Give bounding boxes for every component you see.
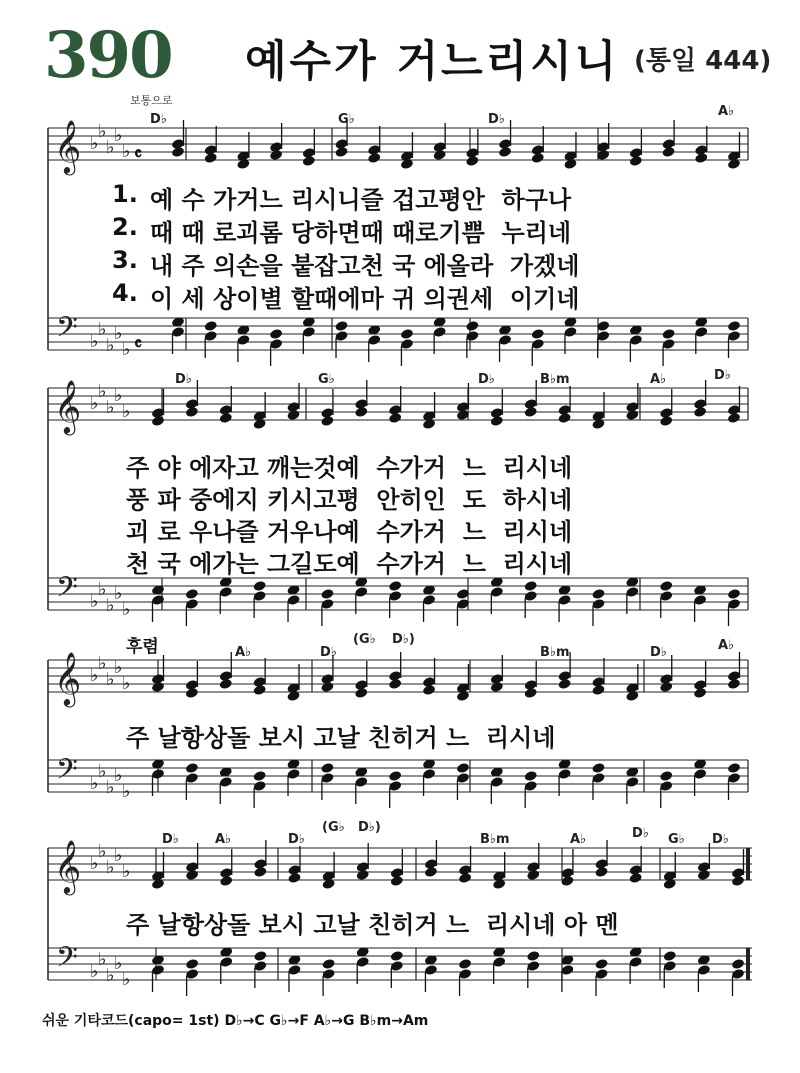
note-head — [253, 684, 267, 696]
flat-accidental: ♭ — [122, 339, 131, 360]
note-head — [253, 866, 267, 878]
note-head — [731, 875, 745, 887]
chord-label: (G♭ — [353, 632, 376, 647]
flat-accidental: ♭ — [114, 765, 123, 786]
verse-2-line-1: 때 때 로괴롬 당하면때 때로기쁨 누리네 — [150, 219, 572, 247]
note-head — [219, 875, 233, 887]
verse-number: 1. — [112, 180, 138, 208]
note-head — [456, 762, 470, 774]
note-head — [286, 409, 300, 421]
flat-accidental: ♭ — [122, 141, 131, 162]
chord-label: D♭ — [150, 112, 167, 127]
note-head — [727, 762, 741, 774]
note-head — [354, 687, 368, 699]
flat-accidental: ♭ — [106, 777, 115, 798]
note-head — [659, 681, 673, 693]
note-head — [662, 146, 676, 158]
refrain-label: 후렴 — [126, 637, 159, 657]
note-head — [458, 958, 472, 970]
bass-clef: 𝄢 — [56, 941, 78, 981]
note-head — [629, 155, 643, 167]
note-head — [659, 770, 673, 782]
note-head — [659, 580, 673, 592]
note-head — [594, 958, 608, 970]
flat-accidental: ♭ — [114, 125, 123, 146]
note-head — [253, 950, 267, 962]
flat-accidental: ♭ — [90, 961, 99, 982]
flat-accidental: ♭ — [106, 965, 115, 986]
note-head — [388, 580, 402, 592]
note-head — [490, 415, 504, 427]
note-head — [693, 687, 707, 699]
flat-accidental: ♭ — [98, 319, 107, 340]
note-head — [524, 406, 538, 418]
chord-label: D♭ — [320, 645, 337, 660]
flat-accidental: ♭ — [98, 841, 107, 862]
verse-2-line-2: 풍 파 중에지 키시고평 안히인 도 하시네 — [126, 486, 573, 514]
flat-accidental: ♭ — [122, 401, 131, 422]
note-head — [524, 580, 538, 592]
flat-accidental: ♭ — [90, 591, 99, 612]
flat-accidental: ♭ — [98, 761, 107, 782]
note-head — [390, 875, 404, 887]
note-head — [663, 950, 677, 962]
note-head — [424, 866, 438, 878]
note-head — [185, 869, 199, 881]
bass-clef: 𝄢 — [56, 753, 78, 793]
chord-label: (G♭ — [322, 820, 345, 835]
chord-label: D♭) — [392, 632, 415, 647]
bass-clef: 𝄢 — [56, 571, 78, 611]
verse-1-line-1: 예 수 가거느 리시니즐 겁고평안 하구나 — [150, 186, 572, 214]
note-head — [490, 681, 504, 693]
flat-accidental: ♭ — [114, 845, 123, 866]
note-head — [185, 762, 199, 774]
note-head — [151, 415, 165, 427]
verse-3-line-2: 괴 로 우나즐 거우나예 수가거 느 리시네 — [126, 518, 573, 546]
note-head — [659, 415, 673, 427]
flat-accidental: ♭ — [90, 665, 99, 686]
note-head — [287, 872, 301, 884]
flat-accidental: ♭ — [106, 595, 115, 616]
note-head — [458, 872, 472, 884]
chord-label: A♭ — [718, 104, 735, 119]
note-head — [185, 406, 199, 418]
flat-accidental: ♭ — [98, 121, 107, 142]
note-head — [498, 146, 512, 158]
flat-accidental: ♭ — [90, 773, 99, 794]
flat-accidental: ♭ — [122, 781, 131, 802]
chord-label: A♭ — [215, 832, 232, 847]
note-head — [320, 762, 334, 774]
tempo-marking: 보통으로 — [130, 94, 173, 107]
treble-clef: 𝄞 — [54, 119, 82, 173]
note-head — [727, 412, 741, 424]
note-head — [629, 872, 643, 884]
note-head — [171, 146, 185, 158]
flat-accidental: ♭ — [114, 385, 123, 406]
note-head — [524, 770, 538, 782]
note-head — [185, 588, 199, 600]
flat-accidental: ♭ — [122, 599, 131, 620]
flat-accidental: ♭ — [106, 137, 115, 158]
note-head — [322, 958, 336, 970]
note-head — [320, 415, 334, 427]
note-head — [524, 687, 538, 699]
guitar-chord-guide: 쉬운 기타코드(capo= 1st) D♭→C G♭→F A♭→G B♭m→Am — [42, 1013, 429, 1029]
flat-accidental: ♭ — [90, 853, 99, 874]
note-head — [465, 155, 479, 167]
note-head — [334, 146, 348, 158]
note-head — [269, 149, 283, 161]
note-head — [697, 869, 711, 881]
time-signature: 𝄴 — [134, 144, 143, 165]
treble-clef: 𝄞 — [54, 839, 82, 893]
note-head — [367, 152, 381, 164]
unified-hymnal-number: (통일 444) — [634, 46, 772, 76]
note-head — [465, 320, 479, 332]
note-head — [433, 149, 447, 161]
chord-label: D♭ — [175, 372, 192, 387]
verse-3-line-1: 내 주 의손을 붙잡고천 국 에올라 가겠네 — [150, 252, 580, 280]
note-head — [594, 866, 608, 878]
note-head — [253, 580, 267, 592]
treble-clef: 𝄞 — [54, 651, 82, 705]
note-head — [526, 950, 540, 962]
note-head — [727, 588, 741, 600]
chord-label: B♭m — [540, 645, 570, 660]
note-head — [400, 328, 414, 340]
verse-number: 3. — [112, 246, 138, 274]
note-head — [204, 320, 218, 332]
flat-accidental: ♭ — [114, 953, 123, 974]
note-head — [531, 328, 545, 340]
note-head — [320, 681, 334, 693]
note-head — [354, 406, 368, 418]
note-head — [731, 958, 745, 970]
note-head — [591, 588, 605, 600]
chord-label: A♭ — [650, 372, 667, 387]
note-head — [388, 770, 402, 782]
note-head — [320, 588, 334, 600]
verse-1-line-2: 주 야 에자고 깨는것예 수가거 느 리시네 — [126, 454, 573, 482]
chord-label: B♭m — [480, 832, 510, 847]
note-head — [727, 320, 741, 332]
flat-accidental: ♭ — [98, 579, 107, 600]
chord-label: G♭ — [338, 112, 355, 127]
chord-label: D♭) — [358, 820, 381, 835]
note-head — [151, 681, 165, 693]
verse-number: 2. — [112, 213, 138, 241]
flat-accidental: ♭ — [98, 949, 107, 970]
note-head — [185, 687, 199, 699]
refrain-line-2: 주 날항상돌 보시 고날 친히거 느 리시네 아 멘 — [126, 911, 619, 939]
note-head — [390, 950, 404, 962]
note-head — [388, 412, 402, 424]
hymn-number: 390 — [44, 18, 172, 93]
note-head — [334, 320, 348, 332]
note-head — [591, 684, 605, 696]
flat-accidental: ♭ — [122, 969, 131, 990]
note-head — [388, 678, 402, 690]
flat-accidental: ♭ — [90, 331, 99, 352]
chord-label: D♭ — [488, 112, 505, 127]
time-signature: 𝄴 — [134, 334, 143, 355]
note-head — [204, 152, 218, 164]
note-head — [253, 770, 267, 782]
note-head — [219, 412, 233, 424]
refrain-line-1: 주 날항상돌 보시 고날 친히거 느 리시네 — [126, 724, 556, 752]
note-head — [693, 406, 707, 418]
flat-accidental: ♭ — [98, 653, 107, 674]
chord-label: B♭m — [540, 372, 570, 387]
verse-4-line-2: 천 국 에가는 그길도예 수가거 느 리시네 — [126, 550, 573, 578]
note-head — [558, 412, 572, 424]
chord-label: D♭ — [714, 368, 731, 383]
bass-clef: 𝄢 — [56, 311, 78, 351]
flat-accidental: ♭ — [106, 335, 115, 356]
chord-label: G♭ — [668, 832, 685, 847]
note-head — [269, 328, 283, 340]
verse-number: 4. — [112, 279, 138, 307]
treble-clef: 𝄞 — [54, 379, 82, 433]
verse-4-line-1: 이 세 상이별 할때에마 귀 의권세 이기네 — [150, 285, 580, 313]
note-head — [219, 678, 233, 690]
flat-accidental: ♭ — [114, 657, 123, 678]
note-head — [694, 152, 708, 164]
note-head — [662, 328, 676, 340]
note-head — [356, 869, 370, 881]
hymn-title: 예수가 거느리시니 — [245, 37, 620, 87]
note-head — [531, 152, 545, 164]
chord-label: D♭ — [478, 372, 495, 387]
flat-accidental: ♭ — [122, 673, 131, 694]
chord-label: D♭ — [650, 645, 667, 660]
note-head — [727, 678, 741, 690]
flat-accidental: ♭ — [114, 323, 123, 344]
note-head — [422, 684, 436, 696]
note-head — [558, 678, 572, 690]
chord-label: D♭ — [712, 832, 729, 847]
flat-accidental: ♭ — [98, 381, 107, 402]
flat-accidental: ♭ — [90, 133, 99, 154]
chord-label: D♭ — [288, 832, 305, 847]
note-head — [591, 762, 605, 774]
chord-label: A♭ — [235, 645, 252, 660]
chord-label: A♭ — [718, 638, 735, 653]
flat-accidental: ♭ — [106, 669, 115, 690]
chord-label: D♭ — [632, 826, 649, 841]
note-head — [302, 155, 316, 167]
flat-accidental: ♭ — [106, 397, 115, 418]
flat-accidental: ♭ — [90, 393, 99, 414]
chord-label: D♭ — [162, 832, 179, 847]
flat-accidental: ♭ — [114, 583, 123, 604]
flat-accidental: ♭ — [106, 857, 115, 878]
flat-accidental: ♭ — [122, 861, 131, 882]
note-head — [526, 869, 540, 881]
note-head — [185, 958, 199, 970]
note-head — [625, 409, 639, 421]
chord-label: G♭ — [318, 372, 335, 387]
chord-label: A♭ — [570, 832, 587, 847]
